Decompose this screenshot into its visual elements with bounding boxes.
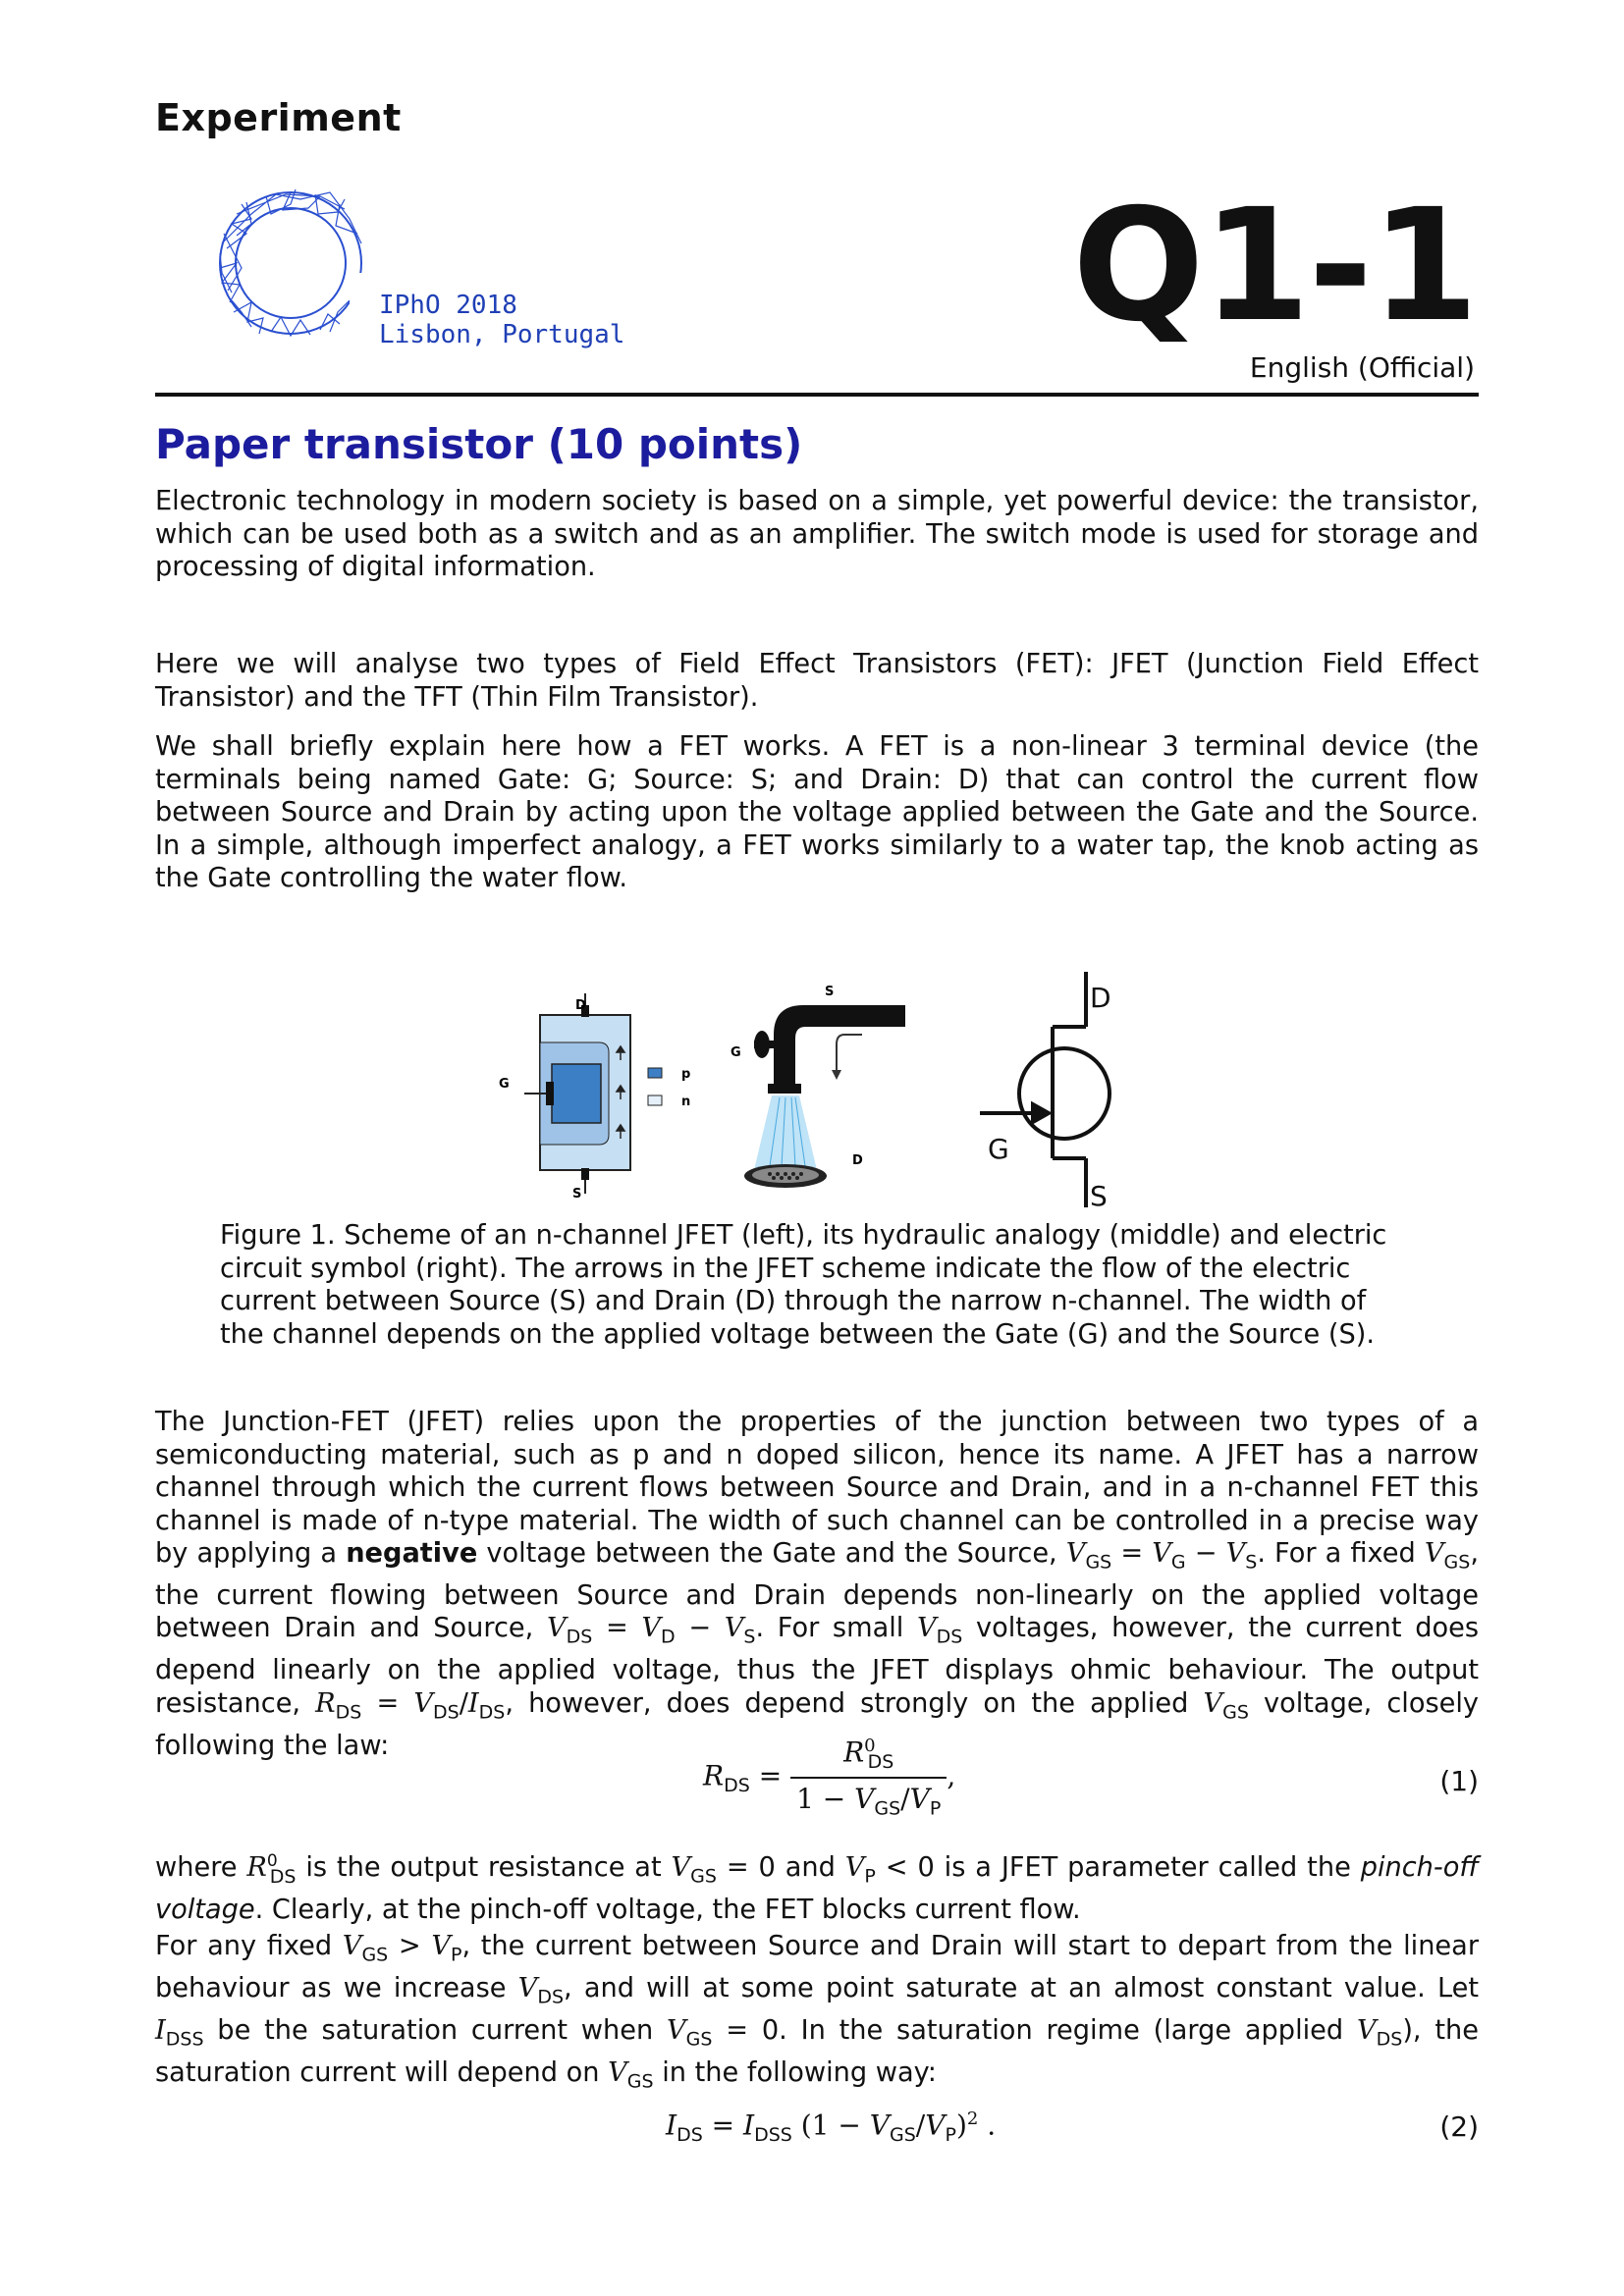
logo-line1: IPhO 2018 <box>379 291 517 320</box>
math-vds: $V_{DS}$ <box>917 1613 963 1648</box>
math-vgs-zero: $V_{GS} = 0$ <box>671 1852 776 1888</box>
logo-line2: Lisbon, Portugal <box>379 320 625 349</box>
text-run: . In the saturation regime (large applied <box>779 2014 1357 2046</box>
section-label: Experiment <box>155 96 402 139</box>
jfet-label-g: G <box>499 1077 510 1092</box>
language-label: English (Official) <box>1249 351 1475 384</box>
equation-1: $R_{DS}$ = $\frac{R^0_{DS}}{1 - V_{GS}/V_P}$ , <box>703 1735 956 1820</box>
math-vgs-def: $V_{GS} = V_G - V_S$ <box>1065 1538 1258 1574</box>
math-rds-def: $R_{DS} = V_{DS}/I_{DS}$ <box>315 1687 506 1724</box>
text-run: . Clearly, at the pinch-off voltage, the FET blocks current flow. <box>254 1895 1081 1925</box>
paragraph-pinch-off <box>155 1845 1479 1927</box>
text-run: The Junction-FET (JFET) relies upon the properties of the junction between two types of a semiconducting material, such as p and n doped silicon, hence its name. A JFET has a narrow channel through which the current flows between Source and Drain, and in a n-channel FET this channel is made of n-type material. The width of such channel can be controlled in a precise way by applying a <box>155 1407 1479 1569</box>
figure-caption: Figure 1. Scheme of an n-channel JFET (left), its hydraulic analogy (middle) and electric circuit symbol (right). The arrows in the JFET scheme indicate the flow of the electric current between Source (S) and Drain (D) through the narrow n-channel. The width of the channel depends on the applied voltage between the Gate (G) and the Source (S). <box>220 1220 1387 1350</box>
math-vgs: $V_{GS}$ <box>1203 1687 1249 1724</box>
text-run: ), the saturation current will depend on <box>155 2014 1479 2088</box>
emphasis-negative: negative <box>346 1538 478 1569</box>
tap-analogy <box>731 985 905 1188</box>
text-run: and <box>775 1852 845 1884</box>
emphasis-pinch-off: pinch-off voltage <box>155 1852 1479 1925</box>
text-run: voltage, closely following the law: <box>155 1687 1479 1761</box>
jfet-scheme <box>499 993 690 1201</box>
paragraph-jfet <box>155 1406 1479 1762</box>
math-vds: $V_{DS}$ <box>517 1972 565 2008</box>
math-vgs-gt-vp: $V_{GS} > V_P$ <box>342 1931 462 1966</box>
equation-2: $I_{DS} = I_{DSS}$ $(1 - V_{GS}/V_P)^2$ . <box>666 2109 997 2146</box>
math-vds-def: $V_{DS} = V_D - V_S$ <box>546 1613 756 1648</box>
symbol-label-g: G <box>988 1133 1009 1165</box>
paragraph-fet-types: Here we will analyse two types of Field Effect Transistors (FET): JFET (Junction Field Effect Transistor) and the TFT (Thin Film Transistor). <box>155 649 1479 713</box>
text-run: , the current flowing between Source and Drain depends non-linearly on the applied voltage between Drain and Source, <box>155 1538 1479 1644</box>
ipho-logo <box>192 175 389 351</box>
math-vds: $V_{DS}$ <box>1356 2014 1403 2051</box>
text-run: voltage between the Gate and the Source, <box>477 1538 1066 1569</box>
text-run: voltages, however, the current does depend linearly on the applied voltage, thus the JFET displays ohmic behaviour. The output resistance, <box>155 1613 1479 1719</box>
math-rds0: $R^0_{DS}$ <box>246 1851 297 1888</box>
jfet-label-s: S <box>572 1187 582 1201</box>
problem-code: Q1-1 <box>1072 176 1477 356</box>
math-vp-negative: $V_P < 0$ <box>844 1852 935 1888</box>
problem-title: Paper transistor (10 points) <box>155 420 803 468</box>
math-vgs: $V_{GS}$ <box>608 2056 654 2093</box>
equation-2-number: (2) <box>1439 2110 1479 2143</box>
text-run: is the output resistance at <box>296 1852 672 1884</box>
math-vgs: $V_{GS}$ <box>1424 1538 1471 1574</box>
figure-1 <box>489 966 1157 1211</box>
text-run: where <box>155 1852 247 1884</box>
paragraph-fet-works: We shall briefly explain here how a FET works. A FET is a non-linear 3 terminal device (the terminals being named Gate: G; Source: S; and Drain: D) that can control the current flow between Source and Drain by acting upon the voltage applied between the Gate and the Source. In a simple, although imperfect analogy, a FET works similarly to a water tap, the knob acting as the Gate controlling the water flow. <box>155 731 1479 893</box>
jfet-circuit-symbol <box>980 972 1111 1211</box>
jfet-label-n: n <box>681 1095 691 1109</box>
text-run: is a JFET parameter called the <box>934 1852 1361 1884</box>
math-vgs-zero: $V_{GS} = 0$ <box>667 2014 780 2051</box>
symbol-label-s: S <box>1090 1180 1108 1211</box>
equation-1-number: (1) <box>1439 1765 1479 1797</box>
paragraph-intro: Electronic technology in modern society is based on a simple, yet powerful device: the transistor, which can be used both as a switch and as an amplifier. The switch mode is used for storage and processing of digital information. <box>155 486 1479 582</box>
symbol-label-d: D <box>1090 982 1111 1014</box>
text-run: . For small <box>755 1613 918 1644</box>
jfet-label-d: D <box>575 998 586 1013</box>
text-run: , however, does depend strongly on the applied <box>505 1687 1204 1719</box>
header-rule <box>155 393 1479 397</box>
text-run: be the saturation current when <box>203 2014 668 2046</box>
tap-label-s: S <box>825 985 835 999</box>
jfet-label-p: p <box>681 1067 691 1082</box>
text-run: , and will at some point saturate at an almost constant value. Let <box>564 1972 1479 2003</box>
math-idss: $I_{DSS}$ <box>155 2014 204 2051</box>
paragraph-saturation <box>155 1930 1479 2099</box>
text-run: For any fixed <box>155 1931 343 1961</box>
text-run: in the following way: <box>653 2056 937 2088</box>
text-run: . For a fixed <box>1257 1538 1425 1569</box>
tap-label-d: D <box>852 1153 863 1168</box>
text-run: , the current between Source and Drain will start to depart from the linear behaviour as we increase <box>155 1931 1479 2003</box>
tap-label-g: G <box>731 1045 741 1060</box>
logo-text <box>379 291 624 349</box>
